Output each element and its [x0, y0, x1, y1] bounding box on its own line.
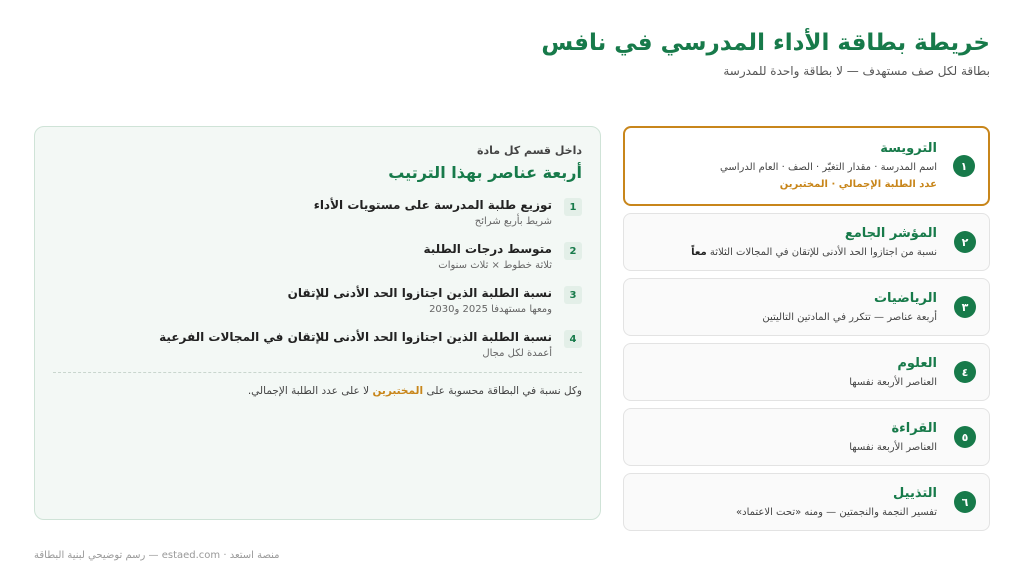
step-description: تفسير النجمة والنجمتين — ومنه «تحت الاعتماد» [736, 507, 937, 518]
step-title: العلوم [897, 356, 937, 371]
section-card-composite-indicator[interactable] [623, 213, 990, 271]
section-card-reading[interactable] [623, 408, 990, 466]
step-description-emphasis: معاً [691, 247, 707, 258]
card-sections-list [623, 126, 990, 538]
step-number-badge: ٥ [954, 426, 976, 448]
step-title: الترويسة [880, 141, 937, 156]
step-highlight: عدد الطلبة الإجمالي · المختبرين [779, 179, 937, 190]
section-card-footer[interactable] [623, 473, 990, 531]
step-description: العناصر الأربعة نفسها [849, 377, 937, 388]
item-number: 4 [564, 330, 582, 348]
step-number-badge: ٦ [954, 491, 976, 513]
note-emphasis: المختبرين [372, 385, 424, 397]
section-card-header[interactable] [623, 126, 990, 206]
page-title: خريطة بطاقة الأداء المدرسي في نافس [541, 30, 990, 56]
item-subtitle: أعمدة لكل مجال [482, 348, 552, 359]
dashed-divider [53, 372, 582, 373]
subject-section-panel [34, 126, 601, 520]
page-footer: منصة استعد · estaed.com — رسم توضيحي لبنية البطاقة [34, 550, 280, 561]
section-card-science[interactable] [623, 343, 990, 401]
page-header [541, 26, 990, 78]
panel-note: وكل نسبة في البطاقة محسوبة على المختبرين لا على عدد الطلبة الإجمالي. [247, 385, 582, 397]
item-title: نسبة الطلبة الذين اجتازوا الحد الأدنى للإتقان [287, 286, 552, 300]
section-card-math[interactable] [623, 278, 990, 336]
step-title: التذييل [893, 486, 937, 501]
item-title: متوسط درجات الطلبة [423, 242, 552, 256]
list-item [53, 196, 582, 230]
step-number-badge: ٢ [954, 231, 976, 253]
list-item [53, 240, 582, 274]
item-subtitle: شريط بأربع شرائح [474, 216, 552, 227]
item-subtitle: ومعها مستهدفا 2025 و2030 [429, 304, 552, 315]
item-title: نسبة الطلبة الذين اجتازوا الحد الأدنى للإتقان في المجالات الفرعية [159, 330, 552, 344]
step-title: الرياضيات [873, 291, 937, 306]
step-title: المؤشر الجامع [844, 226, 937, 241]
item-subtitle: ثلاثة خطوط × ثلاث سنوات [438, 260, 552, 271]
panel-heading: أربعة عناصر بهذا الترتيب [388, 163, 582, 182]
step-description: أربعة عناصر — تتكرر في المادتين التاليتين [762, 312, 937, 323]
item-number: 1 [564, 198, 582, 216]
step-title: القراءة [891, 421, 937, 436]
item-title: توزيع طلبة المدرسة على مستويات الأداء [313, 198, 552, 212]
step-number-badge: ٤ [954, 361, 976, 383]
step-number-badge: ١ [953, 155, 975, 177]
step-description: نسبة من اجتازوا الحد الأدنى للإتقان في المجالات الثلاثة معاً [691, 247, 937, 258]
step-number-badge: ٣ [954, 296, 976, 318]
item-number: 2 [564, 242, 582, 260]
step-description: اسم المدرسة · مقدار التغيّر · الصف · العام الدراسي [720, 162, 937, 173]
step-description: العناصر الأربعة نفسها [849, 442, 937, 453]
panel-kicker: داخل قسم كل مادة [477, 144, 582, 157]
item-number: 3 [564, 286, 582, 304]
page-subtitle: بطاقة لكل صف مستهدف — لا بطاقة واحدة للمدرسة [723, 64, 990, 78]
list-item [53, 284, 582, 318]
list-item [53, 328, 582, 362]
